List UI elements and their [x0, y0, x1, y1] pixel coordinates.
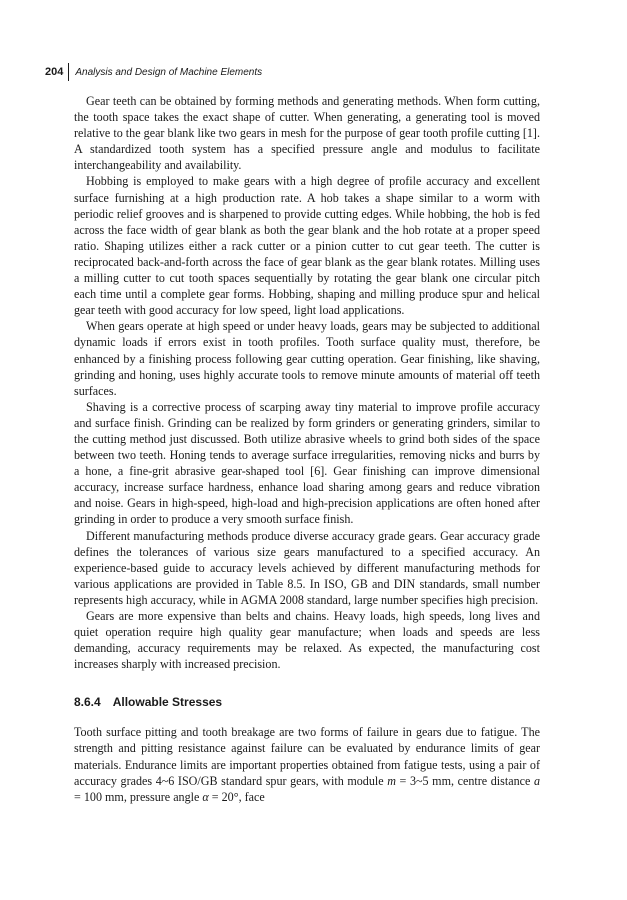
- section-number: 8.6.4: [74, 695, 101, 710]
- paragraph-high-speed-gears: When gears operate at high speed or under heavy loads, gears may be subjected to additional dynamic loads if errors exist in tooth profiles. Tooth surface quality must, therefore, be enhanced by a finishing process following gear cutting operation. Gear finishing, like shaving, grinding and honing, uses highly accurate tools to remove minute amounts of material off teeth surfaces.: [74, 319, 540, 398]
- final-paragraph-text: Tooth surface pitting and tooth breakage are two forms of failure in gears due to fatigue. The strength and pitting resistance against failure can be evaluated by endurance limits of gear materials. Endurance limits are important properties obtained from fatigue tests, using a pair of accuracy grades 4~6 ISO/GB standard spur gears, with module: [74, 725, 540, 788]
- distance-symbol: a: [533, 773, 540, 788]
- angle-symbol: α: [202, 789, 209, 804]
- running-head: [45, 63, 262, 81]
- page-number: 204: [45, 66, 64, 78]
- body-text: [74, 93, 540, 805]
- paragraph-hobbing: Hobbing is employed to make gears with a high degree of profile accuracy and excellent surface furnishing at a high production rate. A hob takes a shape similar to a worm with periodic relief grooves and is sharpened to provide cutting edges. While hobbing, the hob is fed across the face width of gear blank as both the gear blank and the hob rotate at a proper speed ratio. Shaping utilizes either a rack cutter or a pinion cutter to cut gear teeth. The cutter is reciprocated back-and-forth across the face of gear blank as the gear blank rotates. Milling uses a milling cutter to cut tooth spaces sequentially by rotating the gear blank one circular pitch each time until a complete gear forms. Hobbing, shaping and milling produce spur and helical gear teeth with good accuracy for low speed, light load applications.: [74, 174, 540, 318]
- angle-value: = 20°, face: [208, 789, 265, 804]
- paragraph-allowable-stresses: [74, 724, 540, 804]
- paragraph-shaving: Shaving is a corrective process of scarping away tiny material to improve profile accuracy and surface finish. Grinding can be realized by form grinders or generating grinders, similar to the cutting method just discussed. Both utilize abrasive wheels to grind both sides of the space between two teeth. Honing tends to average surface irregularities, removing nicks and burrs by a hone, a fine-grit abrasive gear-shaped tool [6]. Gear finishing can improve dimensional accuracy, increase surface hardness, enhance load sharing among gears and reduce vibration and noise. Gears in high-speed, high-load and high-precision applications are often honed after grinding in order to produce a very smooth surface finish.: [74, 399, 540, 527]
- section-title: Allowable Stresses: [112, 695, 223, 710]
- distance-value: = 100 mm, pressure angle: [74, 789, 203, 804]
- paragraph-gear-teeth-methods: Gear teeth can be obtained by forming methods and generating methods. When form cutting, the tooth space takes the exact shape of cutter. When generating, a generating tool is moved relative to the gear blank like two gears in mesh for the purpose of gear tooth profile cutting [1]. A standardized tooth system has a specified pressure angle and modulus to facilitate interchangeability and availability.: [74, 94, 540, 173]
- header-divider: [68, 63, 69, 81]
- paragraph-accuracy-grades: Different manufacturing methods produce diverse accuracy grade gears. Gear accuracy grade defines the tolerances of various size gears manufactured to a specified accuracy. An experience-based guide to accuracy levels achieved by different manufacturing methods for various applications are provided in Table 8.5. In ISO, GB and DIN standards, small number represents high accuracy, while in AGMA 2008 standard, large number specifies high precision.: [74, 528, 540, 607]
- book-title: Analysis and Design of Machine Elements: [75, 66, 263, 78]
- module-symbol: m: [387, 773, 396, 788]
- module-value: = 3~5 mm, centre distance: [395, 773, 534, 788]
- section-heading: [74, 694, 540, 710]
- paragraph-cost: Gears are more expensive than belts and chains. Heavy loads, high speeds, long lives and quiet operation require high quality gear manufacture; when loads and speeds are less demanding, accuracy requirements may be relaxed. As expected, the manufacturing cost increases sharply with increased precision.: [74, 609, 540, 672]
